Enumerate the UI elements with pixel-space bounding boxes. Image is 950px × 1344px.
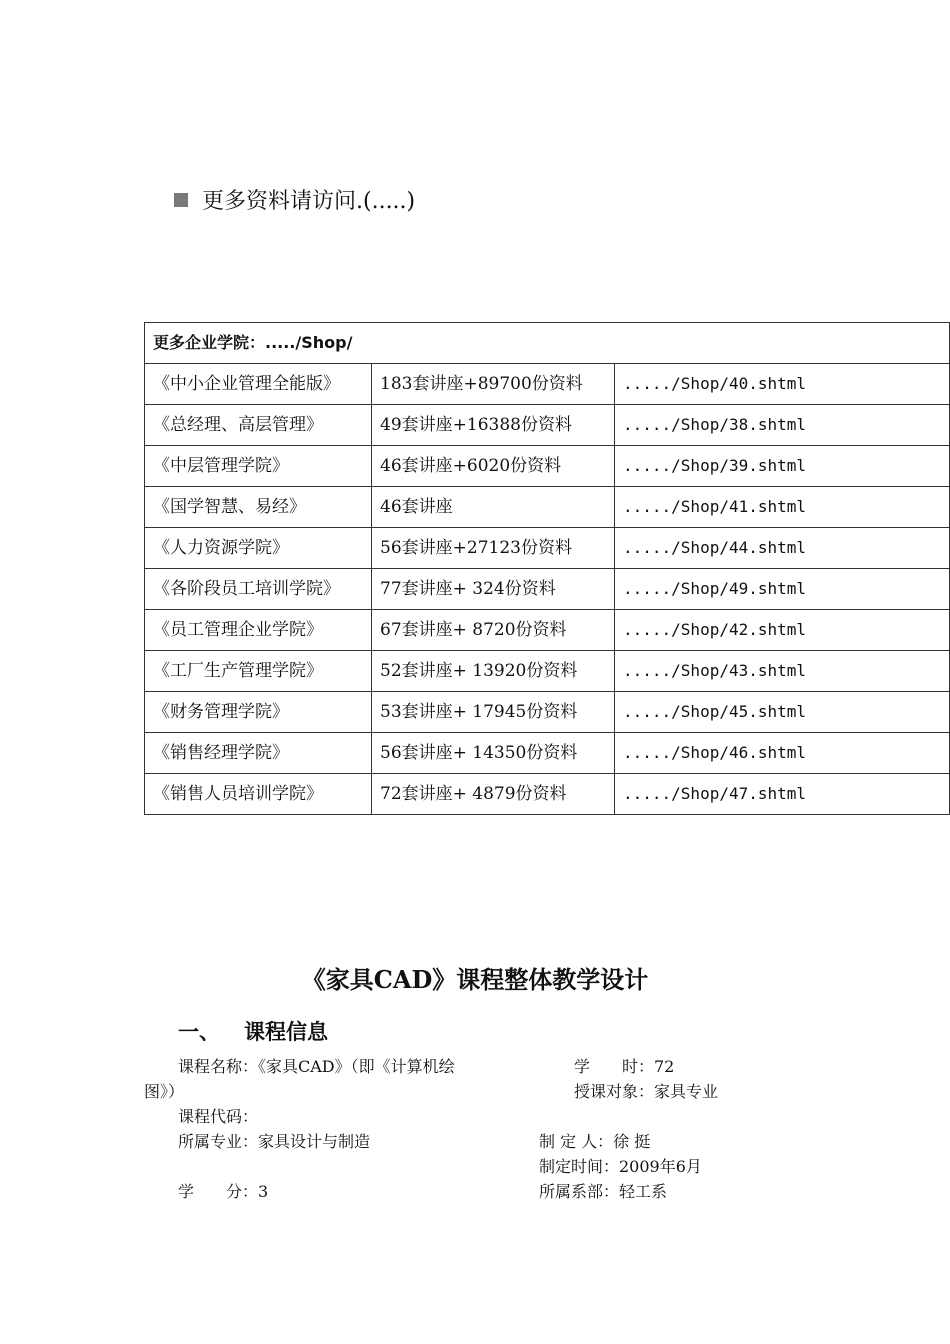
course-name-cell: 《国学智慧、易经》 — [145, 487, 372, 528]
course-content-cell: 67套讲座+ 8720份资料 — [372, 610, 615, 651]
table-row — [145, 528, 950, 569]
table-row — [145, 405, 950, 446]
credits-field: 学 分：3 — [178, 1182, 269, 1201]
course-url-cell: ...../Shop/45.shtml — [615, 692, 950, 733]
course-name-cell: 《中小企业管理全能版》 — [145, 364, 372, 405]
department-field: 所属系部：轻工系 — [539, 1182, 668, 1201]
table-row — [145, 487, 950, 528]
table-header-row — [145, 323, 950, 364]
course-name-cell: 《中层管理学院》 — [145, 446, 372, 487]
hours-field: 学 时：72 — [574, 1057, 675, 1076]
course-name-cell: 《人力资源学院》 — [145, 528, 372, 569]
course-name-cell: 《工厂生产管理学院》 — [145, 651, 372, 692]
course-url-cell: ...../Shop/42.shtml — [615, 610, 950, 651]
course-code-field: 课程代码： — [178, 1107, 259, 1126]
course-url-cell: ...../Shop/49.shtml — [615, 569, 950, 610]
course-content-cell: 77套讲座+ 324份资料 — [372, 569, 615, 610]
table-header: 更多企业学院：...../Shop/ — [145, 323, 950, 364]
notice-text: 更多资料请访问.(.....) — [202, 189, 416, 214]
section-number: 一、 — [178, 1020, 220, 1044]
course-content-cell: 56套讲座+ 14350份资料 — [372, 733, 615, 774]
audience-field: 授课对象：家具专业 — [574, 1082, 719, 1101]
table-row — [145, 774, 950, 815]
course-table — [144, 322, 950, 815]
course-content-cell: 46套讲座+6020份资料 — [372, 446, 615, 487]
course-name-cell: 《销售经理学院》 — [145, 733, 372, 774]
course-content-cell: 72套讲座+ 4879份资料 — [372, 774, 615, 815]
course-name-cell: 《员工管理企业学院》 — [145, 610, 372, 651]
course-url-cell: ...../Shop/46.shtml — [615, 733, 950, 774]
course-url-cell: ...../Shop/38.shtml — [615, 405, 950, 446]
course-url-cell: ...../Shop/39.shtml — [615, 446, 950, 487]
course-name-cell: 《财务管理学院》 — [145, 692, 372, 733]
notice-line — [174, 184, 415, 215]
course-content-cell: 49套讲座+16388份资料 — [372, 405, 615, 446]
course-content-cell: 53套讲座+ 17945份资料 — [372, 692, 615, 733]
table-row — [145, 733, 950, 774]
major-field: 所属专业：家具设计与制造 — [178, 1132, 371, 1151]
course-content-cell: 56套讲座+27123份资料 — [372, 528, 615, 569]
course-content-cell: 183套讲座+89700份资料 — [372, 364, 615, 405]
section-heading — [178, 1016, 328, 1046]
table-row — [145, 692, 950, 733]
table-row — [145, 364, 950, 405]
author-field: 制 定 人：徐 挺 — [539, 1132, 651, 1151]
course-url-cell: ...../Shop/43.shtml — [615, 651, 950, 692]
course-name-line1: 课程名称：《家具CAD》（即《计算机绘 — [178, 1057, 455, 1076]
document-title: 《家具CAD》课程整体教学设计 — [301, 965, 649, 994]
course-name-cell: 《总经理、高层管理》 — [145, 405, 372, 446]
section-title: 课程信息 — [244, 1020, 328, 1044]
course-url-cell: ...../Shop/44.shtml — [615, 528, 950, 569]
course-name-cell: 《销售人员培训学院》 — [145, 774, 372, 815]
table-row — [145, 610, 950, 651]
date-field: 制定时间：2009年6月 — [539, 1157, 702, 1176]
course-content-cell: 46套讲座 — [372, 487, 615, 528]
course-url-cell: ...../Shop/40.shtml — [615, 364, 950, 405]
course-content-cell: 52套讲座+ 13920份资料 — [372, 651, 615, 692]
course-url-cell: ...../Shop/47.shtml — [615, 774, 950, 815]
table-row — [145, 651, 950, 692]
course-url-cell: ...../Shop/41.shtml — [615, 487, 950, 528]
course-name-line2: 图》） — [144, 1082, 185, 1101]
course-name-cell: 《各阶段员工培训学院》 — [145, 569, 372, 610]
table-row — [145, 446, 950, 487]
table-row — [145, 569, 950, 610]
square-bullet-icon — [174, 193, 188, 207]
